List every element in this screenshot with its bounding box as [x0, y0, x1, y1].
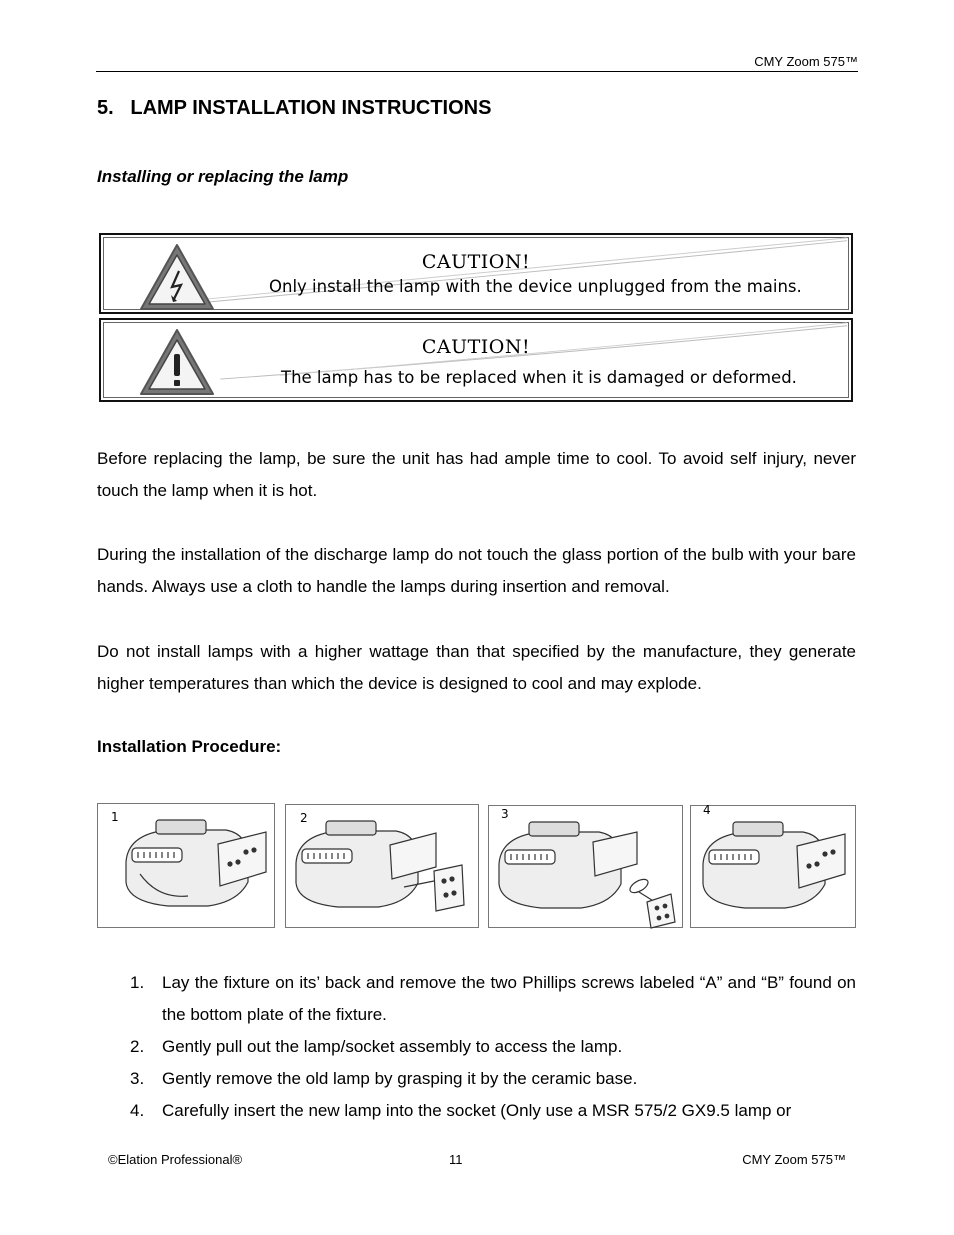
step-text: Carefully insert the new lamp into the socket (Only use a MSR 575/2 GX9.5 lamp or	[162, 1101, 792, 1120]
section-title: 5. LAMP INSTALLATION INSTRUCTIONS	[97, 97, 492, 119]
step-text: Gently remove the old lamp by grasping it by the ceramic base.	[162, 1069, 638, 1088]
footer-copyright: ©Elation Professional®	[108, 1152, 243, 1167]
list-item	[97, 967, 856, 1031]
procedure-label: Installation Procedure:	[97, 737, 282, 756]
figure-step-4	[690, 805, 856, 928]
footer-product-name: CMY Zoom 575™	[742, 1152, 846, 1167]
caution-title: CAUTION!	[421, 336, 531, 358]
step-text: Lay the fixture on its’ back and remove the two Phillips screws labeled “A” and “B” found on the bottom plate of the fixture.	[162, 973, 856, 1024]
fixture-illustration	[286, 805, 480, 929]
step-number: 4.	[130, 1101, 145, 1120]
caution-text: Only install the lamp with the device unplugged from the mains.	[269, 277, 802, 296]
list-item	[97, 1031, 856, 1063]
fixture-illustration	[98, 804, 276, 929]
paragraph-cooling: Before replacing the lamp, be sure the unit has had ample time to cool. To avoid self injury, never touch the lamp when it is hot.	[97, 449, 856, 500]
caution-box-electrical	[99, 233, 853, 314]
step-number: 2.	[130, 1037, 145, 1056]
step-number: 3.	[130, 1069, 145, 1088]
figure-number: 4	[703, 803, 711, 817]
step-number: 1.	[130, 973, 145, 992]
section-subtitle: Installing or replacing the lamp	[97, 167, 349, 186]
figure-step-2	[285, 804, 479, 928]
header-rule	[96, 71, 858, 72]
footer-page-number: 11	[449, 1152, 463, 1167]
figure-number: 3	[501, 807, 509, 821]
fixture-illustration	[489, 806, 684, 929]
list-item	[97, 1095, 856, 1127]
caution-text: The lamp has to be replaced when it is damaged or deformed.	[281, 368, 797, 387]
caution-title: CAUTION!	[421, 251, 531, 273]
figure-number: 2	[300, 811, 308, 825]
paragraph-wattage: Do not install lamps with a higher wattage than that specified by the manufacture, they generate higher temperatures than which the device is designed to cool and may explode.	[97, 642, 856, 693]
installation-steps-list	[97, 967, 856, 1127]
step-text: Gently pull out the lamp/socket assembly to access the lamp.	[162, 1037, 623, 1056]
paragraph-handling: During the installation of the discharge lamp do not touch the glass portion of the bulb with your bare hands. Always use a cloth to handle the lamps during insertion and removal.	[97, 545, 856, 596]
header-product-name: CMY Zoom 575™	[754, 54, 858, 69]
caution-box-damaged-lamp	[99, 318, 853, 402]
list-item	[97, 1063, 856, 1095]
figure-step-3	[488, 805, 683, 928]
fixture-illustration	[691, 806, 857, 929]
figure-step-1	[97, 803, 275, 928]
figure-number: 1	[111, 810, 119, 824]
